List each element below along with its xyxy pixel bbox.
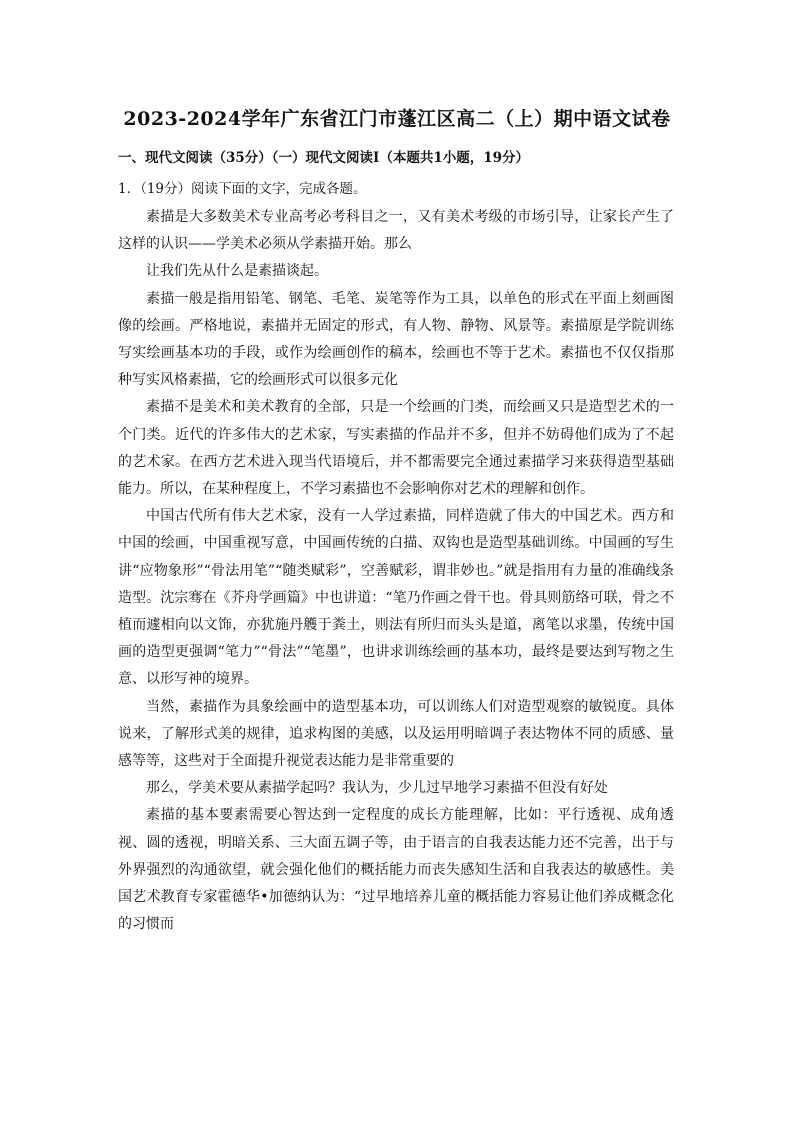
paragraph: 素描是大多数美术专业高考必考科目之一，又有美术考级的市场引导，让家长产生了这样的认识——学美术必须从学素描开始。那么 (118, 209, 674, 253)
paragraph: 当然，素描作为具象绘画中的造型基本功，可以训练人们对造型观察的敏锐度。具体说来，了解形式美的规律，追求构图的美感，以及运用明暗调子表达物体不同的质感、量感等等，这些对于全面提升视觉表达能力是非常重要的 (118, 698, 674, 770)
section-heading: 一、现代文阅读（35分）（一）现代文阅读Ⅰ（本题共1小题，19分） (118, 150, 530, 166)
paragraph: 那么，学美术要从素描学起吗？我认为，少儿过早地学习素描不但没有好处 (146, 780, 608, 797)
document-title: 2023-2024学年广东省江门市蓬江区高二（上）期中语文试卷 (123, 108, 671, 130)
question-intro: 1．（19分）阅读下面的文字，完成各题。 (118, 181, 367, 197)
paragraph: 中国古代所有伟大艺术家，没有一人学过素描，同样造就了伟大的中国艺术。西方和中国的绘画，中国重视写意，中国画传统的白描、双钩也是造型基础训练。中国画的写生讲“应物象形”“骨法用笔”“随类赋彩”，空善赋彩，谓非妙也。”就是指用有力量的准确线条造型。沈宗骞在《芥舟学画篇》中也讲道：“笔乃作画之骨干也。骨具则筋络可联，骨之不植而遽相向以文饰，亦犹施丹艧于粪土，则法有所归而头头是道，离笔以求墨，传统中国画的造型更强调“笔力”“骨法”“笔墨”，也讲求训练绘画的基本功，最终是要达到写物之生意、以形写神的境界。 (118, 508, 674, 688)
paragraph: 素描不是美术和美术教育的全部，只是一个绘画的门类，而绘画又只是造型艺术的一个门类。近代的许多伟大的艺术家，写实素描的作品并不多，但并不妨碍他们成为了不起的艺术家。在西方艺术进入现当代语境后，并不都需要完全通过素描学习来获得造型基础能力。所以，在某种程度上，不学习素描也不会影响你对艺术的理解和创作。 (118, 399, 674, 498)
paragraph: 素描一般是指用铅笔、钢笔、毛笔、炭笔等作为工具，以单色的形式在平面上刻画图像的绘画。严格地说，素描并无固定的形式，有人物、静物、风景等。素描原是学院训练写实绘画基本功的手段，或作为绘画创作的稿本，绘画也不等于艺术。素描也不仅仅指那种写实风格素描，它的绘画形式可以很多元化 (118, 290, 674, 389)
paragraph: 素描的基本要素需要心智达到一定程度的成长方能理解，比如：平行透视、成角透视、圆的透视，明暗关系、三大面五调子等，由于语言的自我表达能力还不完善，出于与外界强烈的沟通欲望，就会强化他们的概括能力而丧失感知生活和自我表达的敏感性。美国艺术教育专家霍德华•加德纳认为：“过早地培养儿童的概括能力容易让他们养成概念化的习惯而 (118, 807, 674, 933)
paragraph: 让我们先从什么是素描谈起。 (146, 263, 328, 280)
article-body (118, 204, 674, 938)
